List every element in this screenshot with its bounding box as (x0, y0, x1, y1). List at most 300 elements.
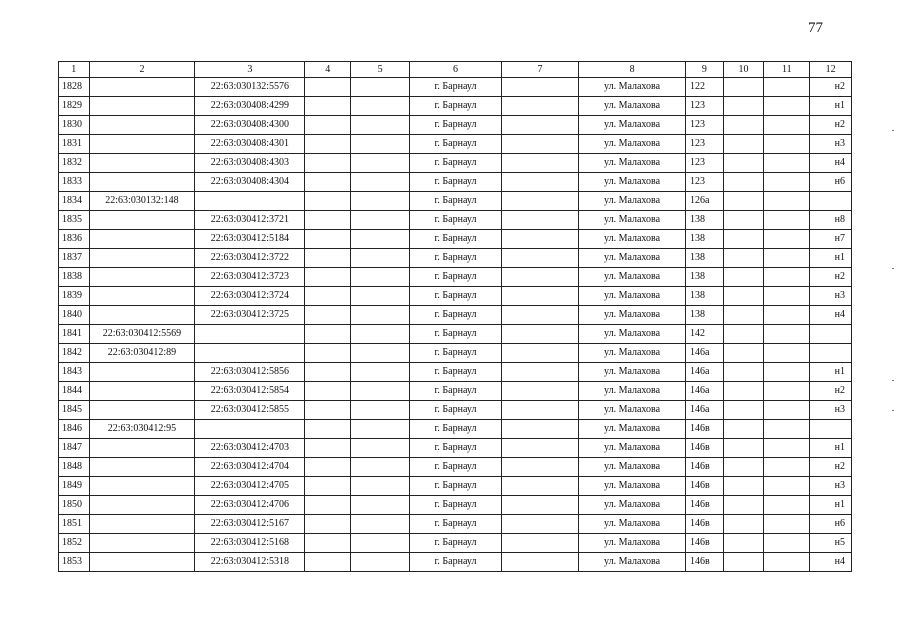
street-cell: ул. Малахова (579, 477, 686, 496)
row-number-cell: 1831 (59, 135, 90, 154)
parcel-number-cell (89, 553, 195, 572)
col11-cell (764, 477, 810, 496)
object-number-cell: 22:63:030412:4704 (195, 458, 305, 477)
street-cell: ул. Малахова (579, 78, 686, 97)
parcel-number-cell (89, 477, 195, 496)
table-row (59, 78, 852, 97)
col5-cell (351, 192, 410, 211)
premises-cell: н2 (810, 382, 852, 401)
col4-cell (305, 154, 351, 173)
col7-cell (501, 534, 578, 553)
col10-cell (723, 363, 764, 382)
col4-cell (305, 363, 351, 382)
house-number-cell: 123 (686, 173, 724, 192)
row-number-cell: 1848 (59, 458, 90, 477)
col10-cell (723, 78, 764, 97)
col7-cell (501, 230, 578, 249)
col11-cell (764, 249, 810, 268)
city-cell: г. Барнаул (410, 268, 502, 287)
house-number-cell: 146в (686, 477, 724, 496)
city-cell: г. Барнаул (410, 439, 502, 458)
table-row (59, 458, 852, 477)
col4-cell (305, 515, 351, 534)
parcel-number-cell: 22:63:030412:89 (89, 344, 195, 363)
col11-cell (764, 496, 810, 515)
city-cell: г. Барнаул (410, 477, 502, 496)
premises-cell: н5 (810, 534, 852, 553)
row-number-cell: 1849 (59, 477, 90, 496)
col11-cell (764, 306, 810, 325)
col5-cell (351, 154, 410, 173)
premises-cell: н2 (810, 268, 852, 287)
house-number-cell: 138 (686, 249, 724, 268)
city-cell: г. Барнаул (410, 230, 502, 249)
col5-cell (351, 344, 410, 363)
street-cell: ул. Малахова (579, 116, 686, 135)
row-number-cell: 1837 (59, 249, 90, 268)
street-cell: ул. Малахова (579, 420, 686, 439)
col7-cell (501, 420, 578, 439)
col5-cell (351, 401, 410, 420)
col7-cell (501, 401, 578, 420)
col10-cell (723, 230, 764, 249)
col7-cell (501, 439, 578, 458)
row-number-cell: 1839 (59, 287, 90, 306)
city-cell: г. Барнаул (410, 363, 502, 382)
city-cell: г. Барнаул (410, 192, 502, 211)
table-row (59, 173, 852, 192)
col10-cell (723, 287, 764, 306)
table-row (59, 325, 852, 344)
street-cell: ул. Малахова (579, 553, 686, 572)
city-cell: г. Барнаул (410, 420, 502, 439)
row-number-cell: 1829 (59, 97, 90, 116)
premises-cell: н1 (810, 97, 852, 116)
premises-cell: н1 (810, 249, 852, 268)
col11-cell (764, 553, 810, 572)
city-cell: г. Барнаул (410, 116, 502, 135)
col4-cell (305, 496, 351, 515)
col4-cell (305, 135, 351, 154)
table-row (59, 306, 852, 325)
parcel-number-cell (89, 154, 195, 173)
col4-cell (305, 268, 351, 287)
street-cell: ул. Малахова (579, 230, 686, 249)
object-number-cell: 22:63:030412:4706 (195, 496, 305, 515)
house-number-cell: 146а (686, 344, 724, 363)
column-header: 7 (501, 62, 578, 78)
col11-cell (764, 401, 810, 420)
object-number-cell: 22:63:030412:3724 (195, 287, 305, 306)
street-cell: ул. Малахова (579, 135, 686, 154)
col11-cell (764, 439, 810, 458)
street-cell: ул. Малахова (579, 211, 686, 230)
column-header: 12 (810, 62, 852, 78)
col7-cell (501, 325, 578, 344)
column-header: 11 (764, 62, 810, 78)
col11-cell (764, 116, 810, 135)
street-cell: ул. Малахова (579, 154, 686, 173)
col5-cell (351, 230, 410, 249)
column-header: 10 (723, 62, 764, 78)
col11-cell (764, 211, 810, 230)
parcel-number-cell (89, 268, 195, 287)
object-number-cell: 22:63:030412:4703 (195, 439, 305, 458)
row-number-cell: 1838 (59, 268, 90, 287)
register-table (58, 61, 852, 572)
col5-cell (351, 173, 410, 192)
table-row (59, 249, 852, 268)
scan-mark (892, 380, 894, 381)
col11-cell (764, 173, 810, 192)
premises-cell (810, 192, 852, 211)
object-number-cell: 22:63:030412:3722 (195, 249, 305, 268)
col10-cell (723, 211, 764, 230)
house-number-cell: 138 (686, 211, 724, 230)
city-cell: г. Барнаул (410, 287, 502, 306)
col11-cell (764, 458, 810, 477)
object-number-cell: 22:63:030408:4303 (195, 154, 305, 173)
row-number-cell: 1850 (59, 496, 90, 515)
row-number-cell: 1852 (59, 534, 90, 553)
col4-cell (305, 382, 351, 401)
row-number-cell: 1840 (59, 306, 90, 325)
house-number-cell: 138 (686, 287, 724, 306)
column-header: 3 (195, 62, 305, 78)
col7-cell (501, 173, 578, 192)
parcel-number-cell (89, 439, 195, 458)
col5-cell (351, 116, 410, 135)
table-row (59, 534, 852, 553)
object-number-cell: 22:63:030408:4304 (195, 173, 305, 192)
column-header: 9 (686, 62, 724, 78)
premises-cell (810, 325, 852, 344)
col5-cell (351, 420, 410, 439)
premises-cell: н6 (810, 173, 852, 192)
table-row (59, 401, 852, 420)
col4-cell (305, 230, 351, 249)
row-number-cell: 1830 (59, 116, 90, 135)
column-header: 6 (410, 62, 502, 78)
col5-cell (351, 439, 410, 458)
premises-cell: н4 (810, 154, 852, 173)
row-number-cell: 1842 (59, 344, 90, 363)
table-row (59, 135, 852, 154)
parcel-number-cell (89, 306, 195, 325)
col5-cell (351, 382, 410, 401)
page-number: 77 (808, 20, 823, 36)
table-row (59, 553, 852, 572)
object-number-cell: 22:63:030412:3721 (195, 211, 305, 230)
header-row (59, 62, 852, 78)
house-number-cell: 146в (686, 496, 724, 515)
row-number-cell: 1832 (59, 154, 90, 173)
table-row (59, 268, 852, 287)
col4-cell (305, 401, 351, 420)
table-row (59, 382, 852, 401)
object-number-cell: 22:63:030412:4705 (195, 477, 305, 496)
col10-cell (723, 344, 764, 363)
col5-cell (351, 515, 410, 534)
street-cell: ул. Малахова (579, 401, 686, 420)
col5-cell (351, 325, 410, 344)
col10-cell (723, 268, 764, 287)
col10-cell (723, 97, 764, 116)
col11-cell (764, 363, 810, 382)
table-row (59, 477, 852, 496)
col7-cell (501, 496, 578, 515)
col4-cell (305, 97, 351, 116)
house-number-cell: 126а (686, 192, 724, 211)
parcel-number-cell (89, 249, 195, 268)
table-row (59, 116, 852, 135)
city-cell: г. Барнаул (410, 553, 502, 572)
parcel-number-cell (89, 382, 195, 401)
table-row (59, 154, 852, 173)
col11-cell (764, 515, 810, 534)
row-number-cell: 1844 (59, 382, 90, 401)
col7-cell (501, 154, 578, 173)
col11-cell (764, 230, 810, 249)
premises-cell: н8 (810, 211, 852, 230)
house-number-cell: 142 (686, 325, 724, 344)
object-number-cell (195, 420, 305, 439)
row-number-cell: 1846 (59, 420, 90, 439)
premises-cell: н4 (810, 553, 852, 572)
col4-cell (305, 287, 351, 306)
city-cell: г. Барнаул (410, 173, 502, 192)
object-number-cell: 22:63:030412:3725 (195, 306, 305, 325)
col11-cell (764, 135, 810, 154)
house-number-cell: 123 (686, 116, 724, 135)
city-cell: г. Барнаул (410, 344, 502, 363)
row-number-cell: 1833 (59, 173, 90, 192)
col7-cell (501, 268, 578, 287)
col11-cell (764, 382, 810, 401)
col11-cell (764, 268, 810, 287)
col4-cell (305, 78, 351, 97)
col4-cell (305, 249, 351, 268)
premises-cell: н3 (810, 477, 852, 496)
col10-cell (723, 439, 764, 458)
col7-cell (501, 78, 578, 97)
col10-cell (723, 173, 764, 192)
col10-cell (723, 553, 764, 572)
premises-cell (810, 420, 852, 439)
col7-cell (501, 458, 578, 477)
parcel-number-cell: 22:63:030412:5569 (89, 325, 195, 344)
house-number-cell: 138 (686, 268, 724, 287)
row-number-cell: 1845 (59, 401, 90, 420)
col5-cell (351, 458, 410, 477)
house-number-cell: 146в (686, 515, 724, 534)
col7-cell (501, 344, 578, 363)
col5-cell (351, 306, 410, 325)
col7-cell (501, 211, 578, 230)
row-number-cell: 1828 (59, 78, 90, 97)
col10-cell (723, 249, 764, 268)
col10-cell (723, 325, 764, 344)
premises-cell: н6 (810, 515, 852, 534)
premises-cell: н1 (810, 496, 852, 515)
parcel-number-cell (89, 135, 195, 154)
scan-mark (892, 410, 894, 411)
table-row (59, 420, 852, 439)
col11-cell (764, 97, 810, 116)
object-number-cell: 22:63:030412:5184 (195, 230, 305, 249)
premises-cell: н2 (810, 78, 852, 97)
city-cell: г. Барнаул (410, 325, 502, 344)
col11-cell (764, 154, 810, 173)
street-cell: ул. Малахова (579, 458, 686, 477)
col4-cell (305, 306, 351, 325)
object-number-cell: 22:63:030412:5854 (195, 382, 305, 401)
premises-cell: н4 (810, 306, 852, 325)
parcel-number-cell (89, 496, 195, 515)
premises-cell: н3 (810, 135, 852, 154)
col5-cell (351, 78, 410, 97)
col4-cell (305, 534, 351, 553)
scan-mark (892, 268, 894, 269)
object-number-cell: 22:63:030408:4299 (195, 97, 305, 116)
col4-cell (305, 325, 351, 344)
city-cell: г. Барнаул (410, 401, 502, 420)
register-body (59, 78, 852, 572)
col10-cell (723, 420, 764, 439)
row-number-cell: 1851 (59, 515, 90, 534)
col10-cell (723, 192, 764, 211)
col10-cell (723, 458, 764, 477)
house-number-cell: 146в (686, 553, 724, 572)
street-cell: ул. Малахова (579, 325, 686, 344)
col5-cell (351, 287, 410, 306)
col5-cell (351, 553, 410, 572)
col4-cell (305, 458, 351, 477)
city-cell: г. Барнаул (410, 534, 502, 553)
col11-cell (764, 344, 810, 363)
table-row (59, 439, 852, 458)
row-number-cell: 1841 (59, 325, 90, 344)
table-row (59, 515, 852, 534)
parcel-number-cell (89, 173, 195, 192)
premises-cell (810, 344, 852, 363)
col10-cell (723, 496, 764, 515)
scan-mark (892, 130, 894, 131)
table-row (59, 211, 852, 230)
table-row (59, 363, 852, 382)
premises-cell: н2 (810, 116, 852, 135)
col10-cell (723, 515, 764, 534)
col5-cell (351, 496, 410, 515)
col10-cell (723, 477, 764, 496)
col7-cell (501, 287, 578, 306)
house-number-cell: 146а (686, 363, 724, 382)
street-cell: ул. Малахова (579, 287, 686, 306)
table-row (59, 496, 852, 515)
table-row (59, 230, 852, 249)
col11-cell (764, 192, 810, 211)
col10-cell (723, 306, 764, 325)
column-header: 8 (579, 62, 686, 78)
col10-cell (723, 135, 764, 154)
column-header: 4 (305, 62, 351, 78)
street-cell: ул. Малахова (579, 344, 686, 363)
house-number-cell: 122 (686, 78, 724, 97)
row-number-cell: 1843 (59, 363, 90, 382)
street-cell: ул. Малахова (579, 192, 686, 211)
city-cell: г. Барнаул (410, 249, 502, 268)
house-number-cell: 123 (686, 154, 724, 173)
column-header: 2 (89, 62, 195, 78)
house-number-cell: 146в (686, 439, 724, 458)
row-number-cell: 1834 (59, 192, 90, 211)
col5-cell (351, 249, 410, 268)
col7-cell (501, 363, 578, 382)
parcel-number-cell (89, 116, 195, 135)
table-row (59, 287, 852, 306)
object-number-cell: 22:63:030412:5318 (195, 553, 305, 572)
object-number-cell: 22:63:030412:5167 (195, 515, 305, 534)
street-cell: ул. Малахова (579, 439, 686, 458)
object-number-cell (195, 325, 305, 344)
object-number-cell: 22:63:030408:4301 (195, 135, 305, 154)
parcel-number-cell (89, 458, 195, 477)
col5-cell (351, 534, 410, 553)
column-header: 1 (59, 62, 90, 78)
city-cell: г. Барнаул (410, 458, 502, 477)
parcel-number-cell (89, 515, 195, 534)
street-cell: ул. Малахова (579, 515, 686, 534)
object-number-cell: 22:63:030412:5856 (195, 363, 305, 382)
house-number-cell: 123 (686, 97, 724, 116)
house-number-cell: 146а (686, 401, 724, 420)
col10-cell (723, 116, 764, 135)
table-row (59, 97, 852, 116)
parcel-number-cell (89, 287, 195, 306)
city-cell: г. Барнаул (410, 135, 502, 154)
premises-cell: н1 (810, 439, 852, 458)
parcel-number-cell: 22:63:030132:148 (89, 192, 195, 211)
house-number-cell: 138 (686, 230, 724, 249)
col5-cell (351, 477, 410, 496)
premises-cell: н3 (810, 401, 852, 420)
parcel-number-cell (89, 78, 195, 97)
col4-cell (305, 211, 351, 230)
city-cell: г. Барнаул (410, 211, 502, 230)
col7-cell (501, 192, 578, 211)
col7-cell (501, 135, 578, 154)
col10-cell (723, 154, 764, 173)
col4-cell (305, 477, 351, 496)
col10-cell (723, 382, 764, 401)
col7-cell (501, 477, 578, 496)
col10-cell (723, 401, 764, 420)
col4-cell (305, 553, 351, 572)
street-cell: ул. Малахова (579, 249, 686, 268)
col11-cell (764, 325, 810, 344)
parcel-number-cell: 22:63:030412:95 (89, 420, 195, 439)
table-row (59, 192, 852, 211)
row-number-cell: 1853 (59, 553, 90, 572)
street-cell: ул. Малахова (579, 363, 686, 382)
street-cell: ул. Малахова (579, 382, 686, 401)
city-cell: г. Барнаул (410, 97, 502, 116)
street-cell: ул. Малахова (579, 173, 686, 192)
col4-cell (305, 344, 351, 363)
house-number-cell: 146в (686, 534, 724, 553)
object-number-cell: 22:63:030412:5168 (195, 534, 305, 553)
street-cell: ул. Малахова (579, 97, 686, 116)
